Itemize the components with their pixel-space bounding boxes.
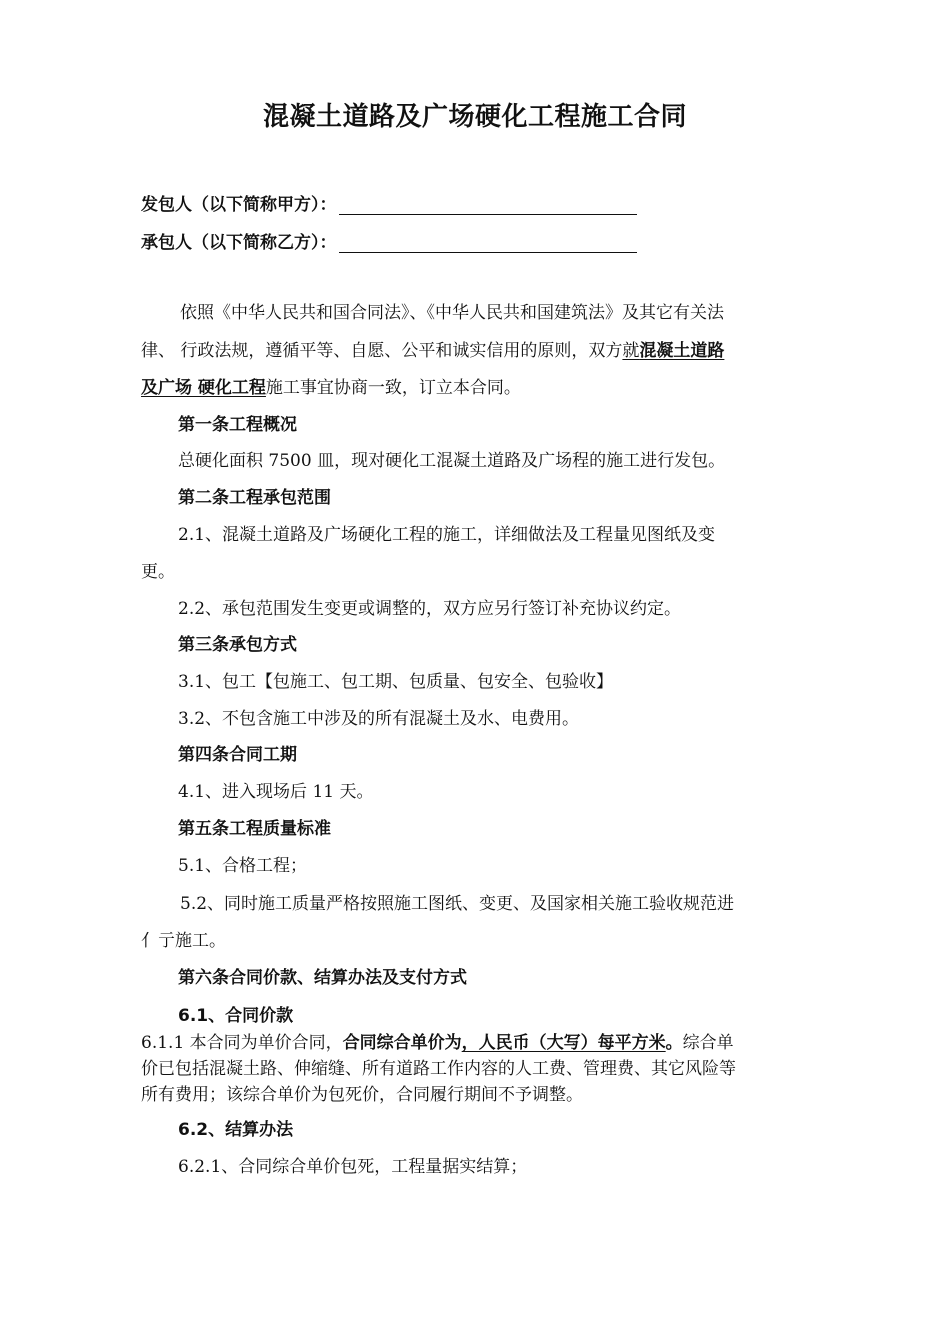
clause-4-1: 4.1、进入现场后 11 天。	[178, 782, 374, 802]
document-title: 混凝土道路及广场硬化工程施工合同	[262, 102, 687, 132]
subsection-6-2-heading: 6.2、结算办法	[178, 1120, 294, 1140]
subsection-6-1-heading: 6.1、合同价款	[178, 1006, 294, 1026]
clause-5-1: 5.1、合格工程；	[178, 856, 308, 876]
intro-line-3	[141, 373, 521, 398]
clause-6-1-1-text: 6.1.1 本合同为单价合同，	[141, 1033, 343, 1053]
intro-line-2	[141, 336, 724, 361]
clause-5-2-line-2: 亻亍施工。	[141, 931, 226, 951]
section-2-heading: 第二条工程承包范围	[178, 488, 331, 508]
intro-line-2-jiu: 就	[622, 341, 640, 361]
section-1-heading: 第一条工程概况	[178, 415, 297, 435]
party-b-blank	[339, 234, 637, 253]
unit-price-value: ，人民币（大写）每平方米	[461, 1033, 666, 1053]
project-name-part-1: 混凝土道路	[639, 341, 725, 361]
party-a-label: 发包人（以下简称甲方）：	[141, 195, 337, 215]
clause-6-1-1-line-1	[141, 1028, 734, 1053]
unit-price-label: 合同综合单价为	[342, 1033, 462, 1053]
intro-line-3-text: 施工事宜协商一致，订立本合同。	[265, 378, 521, 398]
party-b-row	[141, 228, 637, 253]
party-a-row	[141, 190, 637, 215]
section-5-heading: 第五条工程质量标准	[178, 819, 331, 839]
intro-line-2-text: 律、 行政法规，遵循平等、自愿、公平和诚实信用的原则，双方	[141, 341, 623, 361]
intro-line-1: 依照《中华人民共和国合同法》、《中华人民共和国建筑法》及其它有关法	[180, 303, 724, 323]
clause-2-1-line-1: 2.1、混凝土道路及广场硬化工程的施工，详细做法及工程量见图纸及变	[178, 525, 716, 545]
clause-3-2: 3.2、不包含施工中涉及的所有混凝土及水、电费用。	[178, 709, 580, 729]
party-a-blank	[339, 196, 637, 215]
clause-6-2-1: 6.2.1、合同综合单价包死，工程量据实结算；	[178, 1157, 528, 1177]
clause-2-1-line-2: 更。	[141, 562, 175, 582]
clause-6-1-1-line-3: 所有费用；该综合单价为包死价，合同履行期间不予调整。	[141, 1085, 583, 1105]
section-1-text: 总硬化面积 7500 皿，现对硬化工混凝土道路及广场程的施工进行发包。	[178, 451, 726, 471]
clause-2-2: 2.2、承包范围发生变更或调整的，双方应另行签订补充协议约定。	[178, 599, 682, 619]
clause-3-1: 3.1、包工【包施工、包工期、包质量、包安全、包验收】	[178, 672, 614, 692]
section-4-heading: 第四条合同工期	[178, 745, 297, 765]
clause-6-1-1-continue: 综合单	[682, 1033, 734, 1053]
section-3-heading: 第三条承包方式	[178, 635, 297, 655]
clause-6-1-1-line-2: 价已包括混凝土路、伸缩缝、所有道路工作内容的人工费、管理费、其它风险等	[141, 1059, 736, 1079]
project-name-part-2: 及广场 硬化工程	[141, 378, 266, 398]
party-b-label: 承包人（以下简称乙方）：	[141, 233, 337, 253]
clause-5-2-line-1: 5.2、同时施工质量严格按照施工图纸、变更、及国家相关施工验收规范进	[180, 894, 735, 914]
unit-price-period: 。	[665, 1033, 683, 1053]
section-6-heading: 第六条合同价款、结算办法及支付方式	[178, 968, 467, 988]
